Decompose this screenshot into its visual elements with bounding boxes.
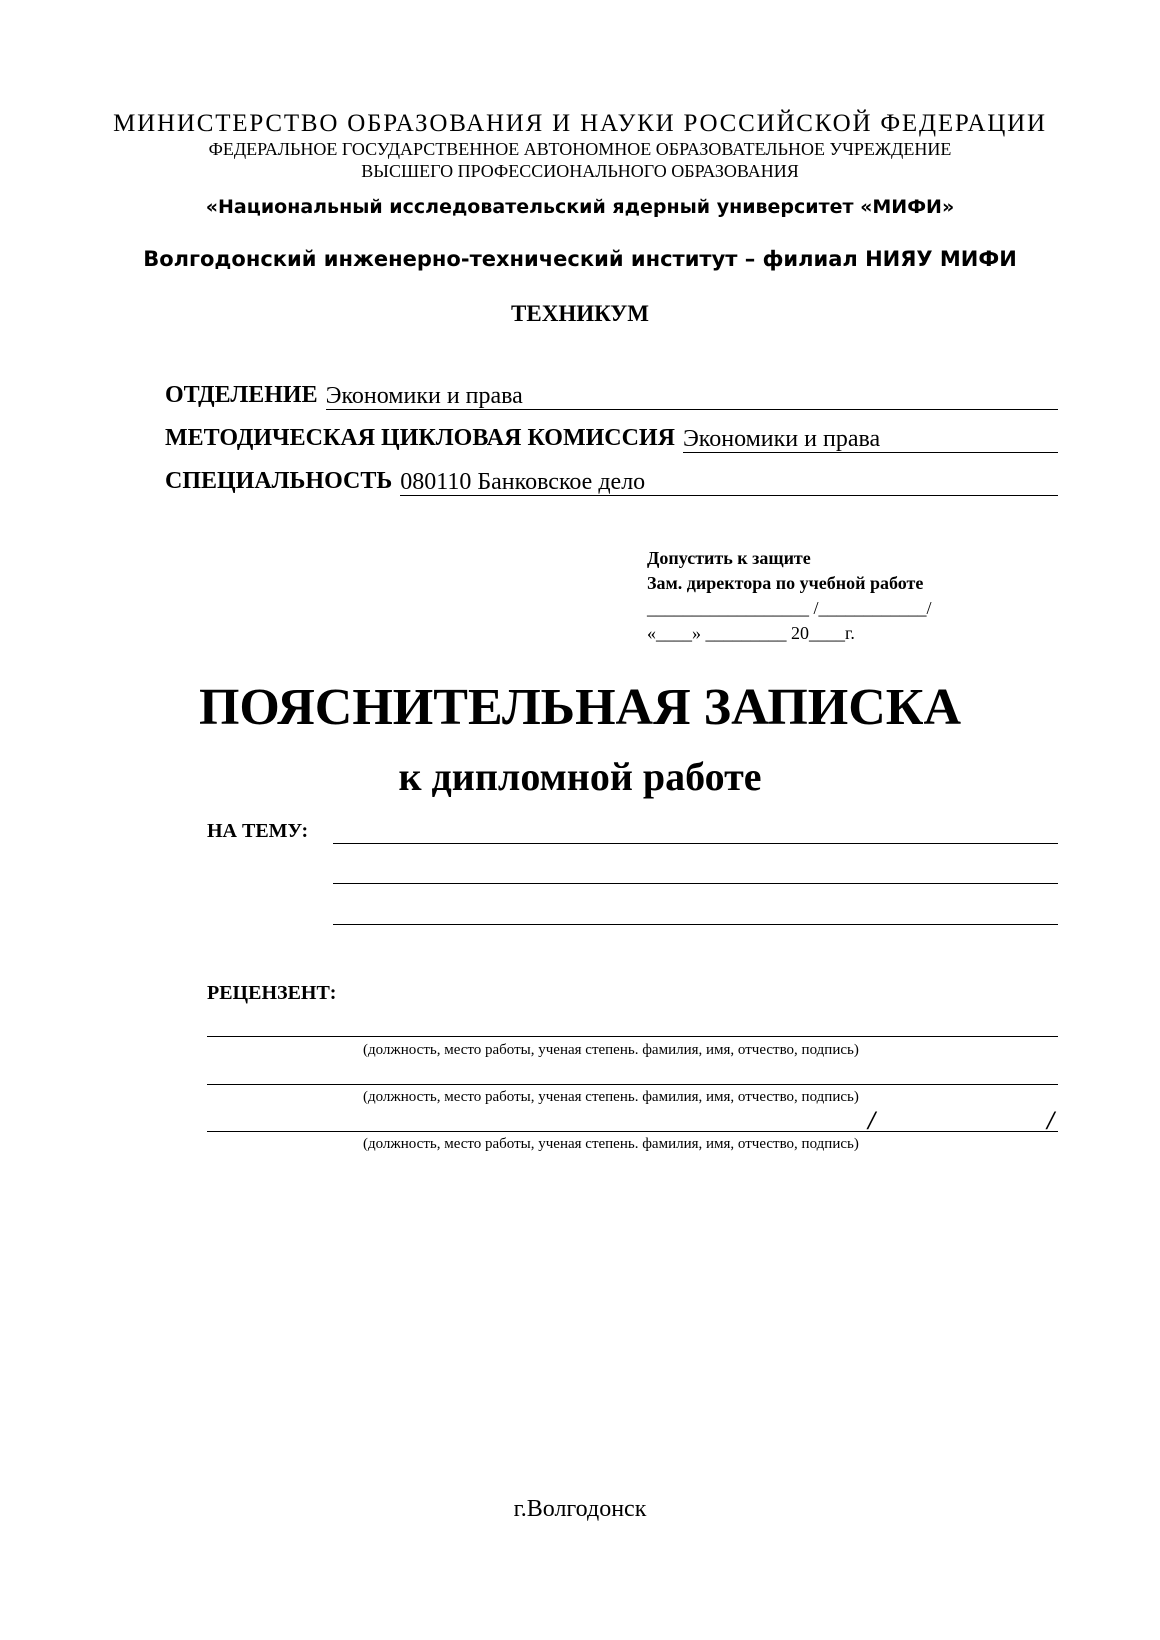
specialty-value: 080110 Банковское дело xyxy=(400,469,1058,496)
reviewer-caption-1: (должность, место работы, ученая степень. фамилия, имя, отчество, подпись) xyxy=(363,1042,859,1058)
reviewer-line-2 xyxy=(207,1084,1058,1085)
commission-label: МЕТОДИЧЕСКАЯ ЦИКЛОВАЯ КОМИССИЯ xyxy=(165,425,675,451)
city-name: г.Волгодонск xyxy=(513,1496,647,1522)
department-row xyxy=(165,380,1058,410)
topic-line-2 xyxy=(333,883,1058,884)
reviewer-caption-2: (должность, место работы, ученая степень. фамилия, имя, отчество, подпись) xyxy=(363,1089,859,1105)
university-name: «Национальный исследовательский ядерный университет «МИФИ» xyxy=(205,196,955,218)
institution-line-1: ФЕДЕРАЛЬНОЕ ГОСУДАРСТВЕННОЕ АВТОНОМНОЕ ОБРАЗОВАТЕЛЬНОЕ УЧРЕЖДЕНИЕ xyxy=(208,139,952,159)
approval-line-1: Допустить к защите xyxy=(647,548,811,568)
approval-line-2: Зам. директора по учебной работе xyxy=(647,573,924,593)
commission-value: Экономики и права xyxy=(683,426,1058,453)
specialty-label: СПЕЦИАЛЬНОСТЬ xyxy=(165,468,393,494)
unit-name: ТЕХНИКУМ xyxy=(511,301,649,326)
ministry-heading: МИНИСТЕРСТВО ОБРАЗОВАНИЯ И НАУКИ РОССИЙСКОЙ ФЕДЕРАЦИИ xyxy=(113,110,1047,137)
topic-line-1 xyxy=(333,843,1058,844)
document-subtitle: к дипломной работе xyxy=(398,754,762,799)
reviewer-slash-1: / xyxy=(868,1106,876,1135)
specialty-row xyxy=(165,466,1058,496)
branch-name: Волгодонский инженерно-технический институт – филиал НИЯУ МИФИ xyxy=(143,247,1017,271)
reviewer-line-1 xyxy=(207,1036,1058,1037)
department-label: ОТДЕЛЕНИЕ xyxy=(165,382,318,408)
reviewer-slash-2: / xyxy=(1047,1106,1055,1135)
topic-label: НА ТЕМУ: xyxy=(207,820,309,842)
topic-line-3 xyxy=(333,924,1058,925)
document-title: ПОЯСНИТЕЛЬНАЯ ЗАПИСКА xyxy=(198,679,962,736)
reviewer-line-3 xyxy=(207,1131,1058,1132)
approval-date-line: «____» _________ 20____г. xyxy=(647,623,855,643)
department-value: Экономики и права xyxy=(326,383,1058,410)
commission-row xyxy=(165,423,1058,453)
institution-line-2: ВЫСШЕГО ПРОФЕССИОНАЛЬНОГО ОБРАЗОВАНИЯ xyxy=(361,161,799,181)
approval-signature-line: __________________ /____________/ xyxy=(647,598,932,618)
reviewer-label: РЕЦЕНЗЕНТ: xyxy=(207,982,337,1004)
reviewer-caption-3: (должность, место работы, ученая степень. фамилия, имя, отчество, подпись) xyxy=(363,1136,859,1152)
